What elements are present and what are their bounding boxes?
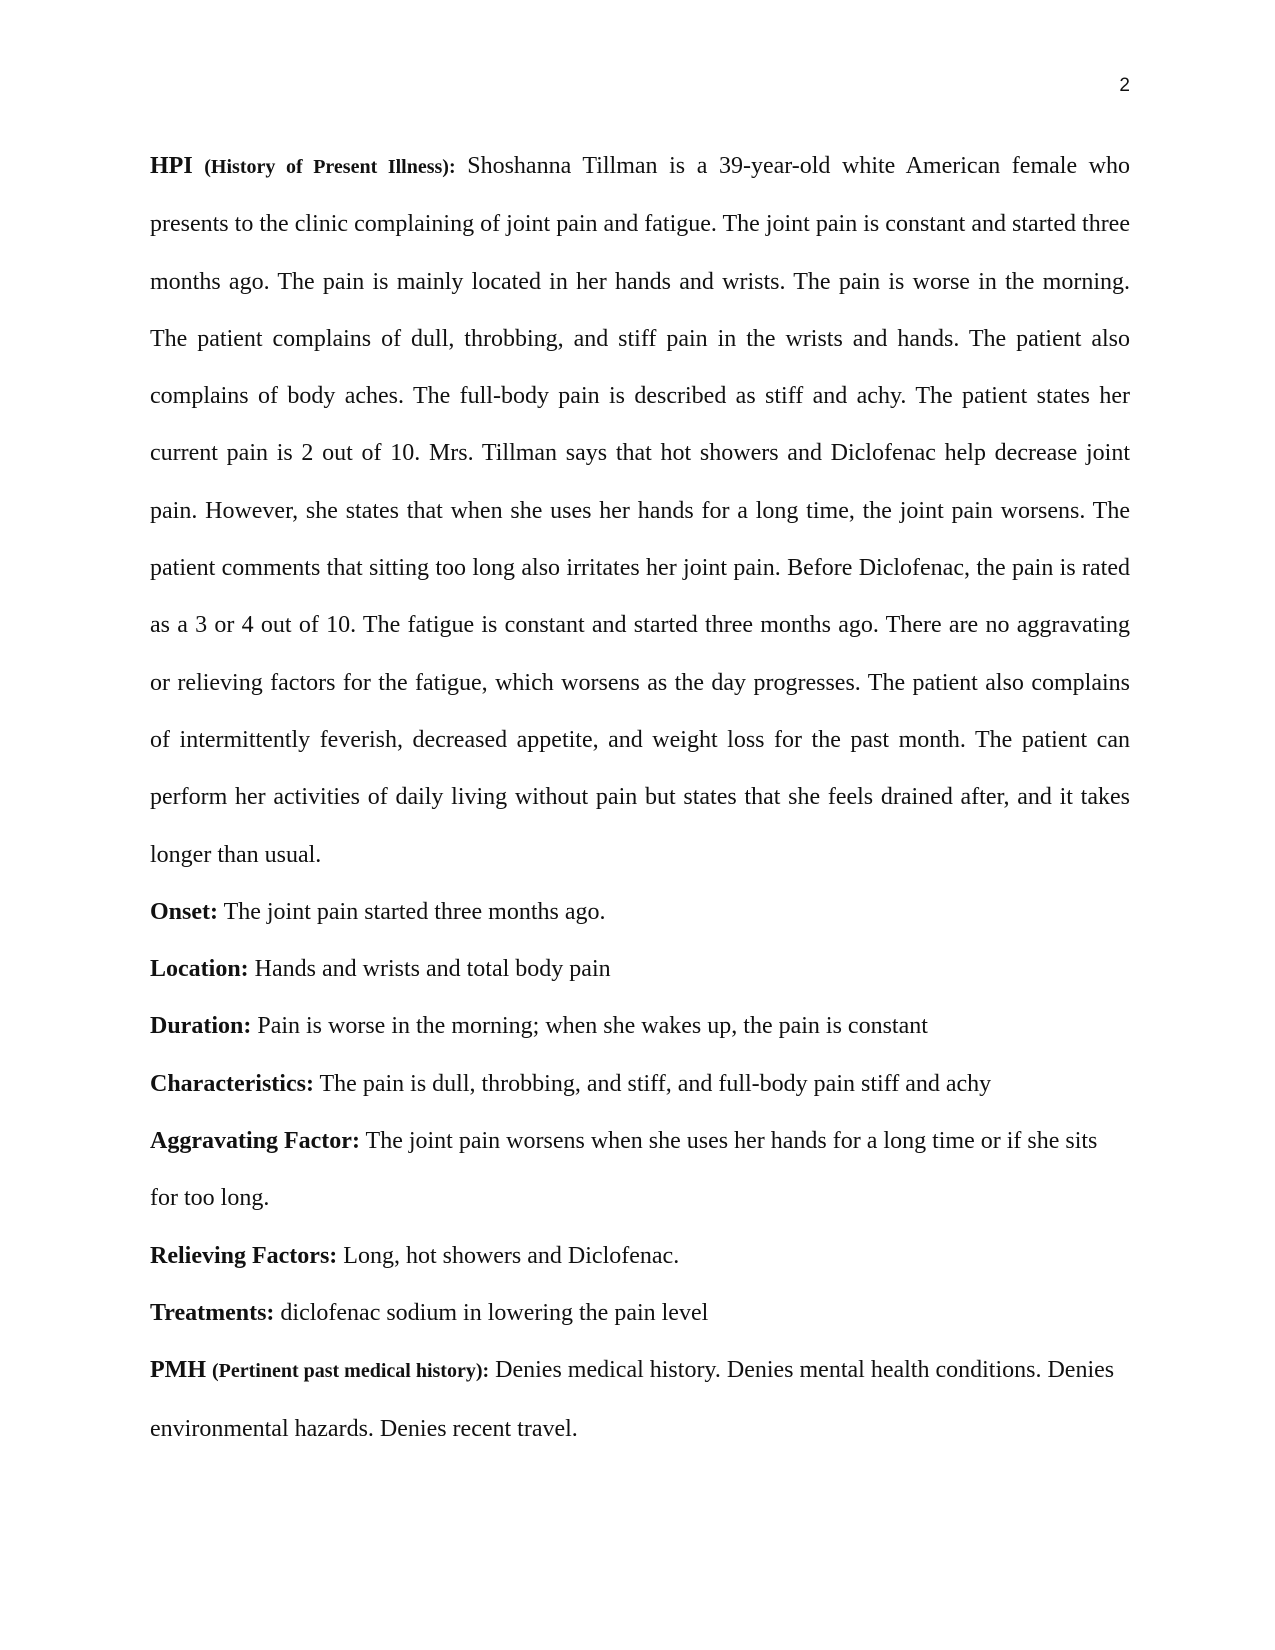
field-label: Relieving Factors: [150,1242,338,1269]
field-duration [150,998,1130,1055]
hpi-paragraph [150,138,1130,884]
pmh-label-paren: (Pertinent past medical history): [211,1360,490,1383]
field-text: Long, hot showers and Diclofenac. [343,1242,680,1269]
field-treatments [150,1285,1130,1342]
field-relieving-factors [150,1228,1130,1285]
hpi-text: Shoshanna Tillman is a 39-year-old white American female who presents to the clinic complaining of joint pain and fatigue. The joint pain is constant and started three months ago. The pain is mainly located in her hands and wrists. The pain is worse in the morning. The patient complains of dull, throbbing, and stiff pain in the wrists and hands. The patient also complains of body aches. The full-body pain is described as stiff and achy. The patient states her current pain is 2 out of 10. Mrs. Tillman says that hot showers and Diclofenac help decrease joint pain. However, she states that when she uses her hands for a long time, the joint pain worsens. The patient comments that sitting too long also irritates her joint pain. Before Diclofenac, the pain is rated as a 3 or 4 out of 10. The fatigue is constant and started three months ago. There are no aggravating or relieving factors for the fatigue, which worsens as the day progresses. The patient also complains of intermittently feverish, decreased appetite, and weight loss for the past month. The patient can perform her activities of daily living without pain but states that she feels drained after, and it takes longer than usual. [150,153,1131,868]
field-location [150,941,1130,998]
field-text: Pain is worse in the morning; when she wakes up, the pain is constant [257,1013,928,1040]
field-onset [150,884,1130,941]
field-text: The joint pain worsens when she uses her hands for a long time or if she sits for too long. [150,1128,1098,1212]
pmh-paragraph [150,1342,1130,1458]
field-text: The pain is dull, throbbing, and stiff, and full-body pain stiff and achy [319,1070,992,1097]
document-body [150,138,1130,1458]
field-label: Aggravating Factor: [150,1128,360,1155]
field-label: Characteristics: [150,1070,314,1097]
field-aggravating-factor [150,1113,1130,1228]
field-characteristics [150,1056,1130,1113]
pmh-label: PMH [150,1357,206,1384]
field-text: The joint pain started three months ago. [223,898,606,925]
hpi-label: HPI [150,153,193,179]
field-text: diclofenac sodium in lowering the pain level [280,1299,709,1326]
page-number: 2 [1119,75,1130,96]
field-text: Hands and wrists and total body pain [254,956,611,983]
field-label: Duration: [150,1013,252,1040]
field-label: Onset: [150,898,218,925]
pmh-text: Denies medical history. Denies mental health conditions. Denies environmental hazards. Denies recent travel. [150,1357,1115,1442]
field-label: Location: [150,956,249,983]
field-label: Treatments: [150,1299,275,1326]
hpi-label-paren: (History of Present Illness): [204,156,456,178]
